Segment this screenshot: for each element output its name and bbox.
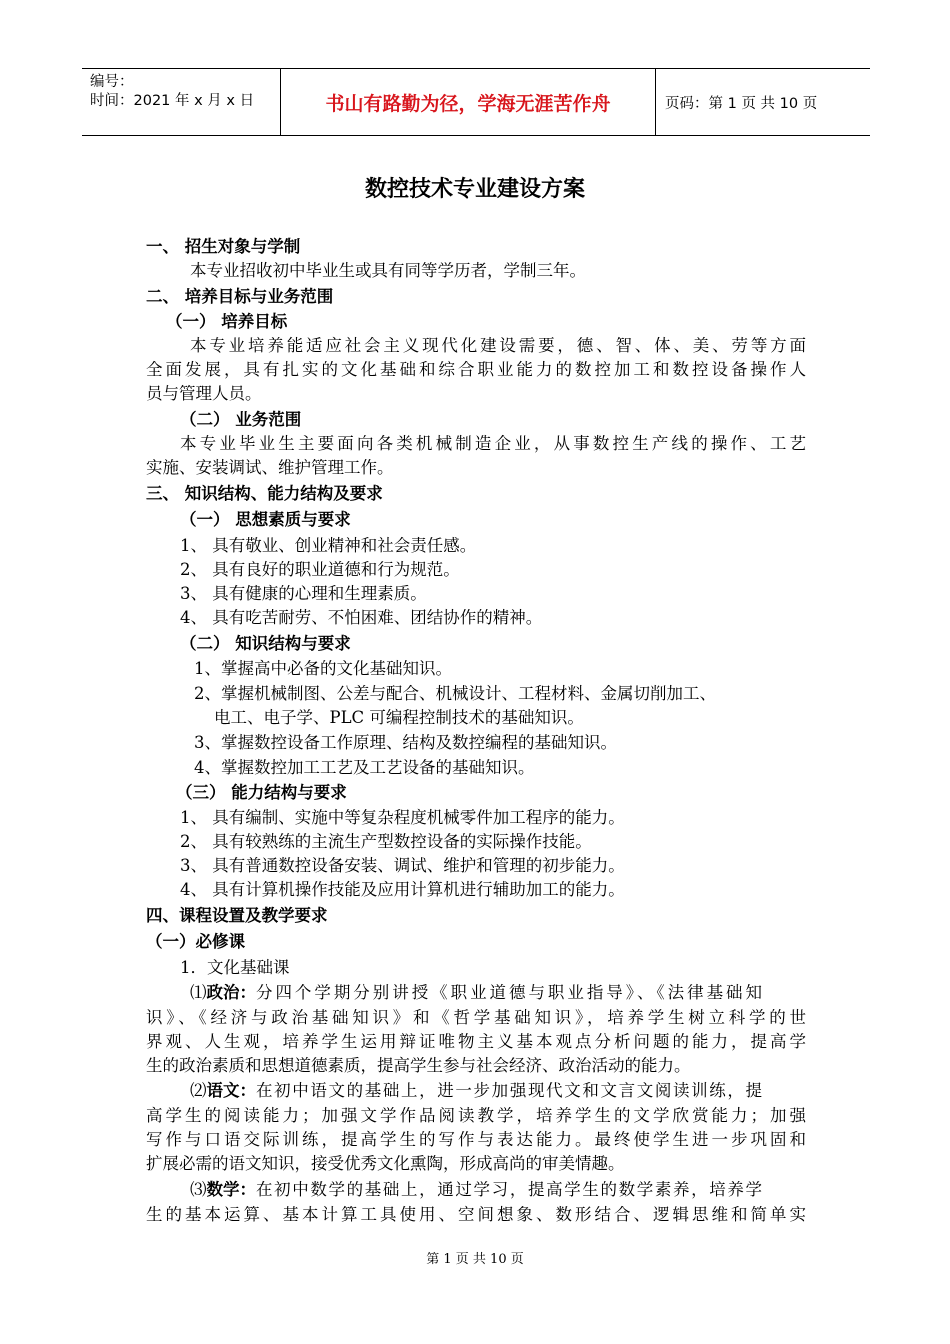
paragraph-line: 全面发展，具有扎实的文化基础和综合职业能力的数控加工和数控设备操作人 (146, 360, 806, 379)
document-number: 编号： (90, 74, 134, 90)
course-description: 分四个学期分别讲授《职业道德与职业指导》、《法律基础知 (256, 983, 762, 1002)
item-number: ⑴ (190, 983, 207, 1002)
subsection-heading: （一） 思想素质与要求 (180, 510, 351, 529)
course-description: 在初中语文的基础上，进一步加强现代文和文言文阅读训练，提 (256, 1081, 762, 1100)
list-item: 1、 具有编制、实施中等复杂程度机械零件加工程序的能力。 (180, 808, 625, 827)
section-heading: 四、课程设置及教学要求 (146, 906, 328, 925)
paragraph-line: 高学生的阅读能力；加强文学作品阅读教学，培养学生的文学欣赏能力；加强 (146, 1106, 806, 1125)
document-date: 时间：2021 年 x 月 x 日 (90, 93, 255, 109)
paragraph-line: 写作与口语交际训练，提高学生的写作与表达能力。最终使学生进一步巩固和 (146, 1130, 806, 1149)
page-footer: 第 1 页 共 10 页 (426, 1252, 524, 1267)
course-description: 在初中数学的基础上，通过学习，提高学生的数学素养，培养学 (256, 1180, 762, 1199)
list-item: 4、掌握数控加工工艺及工艺设备的基础知识。 (194, 758, 535, 777)
list-item: 3、掌握数控设备工作原理、结构及数控编程的基础知识。 (194, 733, 617, 752)
header-page-number: 页码：第 1 页 共 10 页 (665, 95, 818, 112)
subsection-heading: （三） 能力结构与要求 (176, 783, 347, 802)
section-heading: 三、 知识结构、能力结构及要求 (146, 484, 383, 503)
item-number: ⑵ (190, 1081, 207, 1100)
list-item: 1、掌握高中必备的文化基础知识。 (194, 659, 452, 678)
paragraph-line: 实施、安装调试、维护管理工作。 (146, 458, 394, 477)
subsection-heading: （二） 业务范围 (180, 410, 302, 429)
paragraph-line: 生的基本运算、基本计算工具使用、空间想象、数形结合、逻辑思维和简单实 (146, 1205, 806, 1224)
paragraph-line (190, 1080, 762, 1102)
page-header (82, 68, 870, 136)
header-meta (90, 73, 254, 111)
paragraph-line: 本专业培养能适应社会主义现代化建设需要，德、智、体、美、劳等方面 (190, 336, 806, 355)
subsection-heading: （二） 知识结构与要求 (180, 634, 351, 653)
subsection-heading: （一）必修课 (146, 932, 245, 951)
paragraph-line: 识》、《经济与政治基础知识》和《哲学基础知识》，培养学生树立科学的世 (146, 1008, 806, 1027)
list-item: 2、 具有较熟练的主流生产型数控设备的实际操作技能。 (180, 832, 592, 851)
paragraph-line: 界观、人生观，培养学生运用辩证唯物主义基本观点分析问题的能力，提高学 (146, 1032, 806, 1051)
document-title: 数控技术专业建设方案 (364, 177, 585, 202)
paragraph-line: 扩展必需的语文知识，接受优秀文化熏陶，形成高尚的审美情趣。 (146, 1154, 625, 1173)
course-name: 政治： (206, 983, 256, 1002)
paragraph-line (190, 982, 762, 1004)
list-item: 1、 具有敬业、创业精神和社会责任感。 (180, 536, 477, 555)
item-number: ⑶ (190, 1180, 207, 1199)
paragraph-line: 员与管理人员。 (146, 384, 262, 403)
list-item: 4、 具有吃苦耐劳、不怕困难、团结协作的精神。 (180, 608, 543, 627)
list-item: 2、掌握机械制图、公差与配合、机械设计、工程材料、金属切削加工、 (194, 684, 716, 703)
paragraph-line (190, 1179, 762, 1201)
header-motto: 书山有路勤为径，学海无涯苦作舟 (280, 69, 656, 135)
list-item: 4、 具有计算机操作技能及应用计算机进行辅助加工的能力。 (180, 880, 625, 899)
section-heading: 二、 培养目标与业务范围 (146, 287, 334, 306)
list-item: 3、 具有健康的心理和生理素质。 (180, 584, 427, 603)
paragraph-line: 本专业招收初中毕业生或具有同等学历者，学制三年。 (190, 261, 586, 280)
course-name: 数学： (206, 1180, 256, 1199)
list-item: 3、 具有普通数控设备安装、调试、维护和管理的初步能力。 (180, 856, 625, 875)
list-item-continuation: 电工、电子学、PLC 可编程控制技术的基础知识。 (214, 708, 584, 727)
list-item: 1．文化基础课 (180, 958, 290, 977)
section-heading: 一、 招生对象与学制 (146, 237, 301, 256)
course-name: 语文： (206, 1081, 256, 1100)
list-item: 2、 具有良好的职业道德和行为规范。 (180, 560, 460, 579)
paragraph-line: 本专业毕业生主要面向各类机械制造企业，从事数控生产线的操作、工艺 (180, 434, 806, 453)
subsection-heading: （一） 培养目标 (166, 312, 288, 331)
paragraph-line: 生的政治素质和思想道德素质，提高学生参与社会经济、政治活动的能力。 (146, 1056, 691, 1075)
